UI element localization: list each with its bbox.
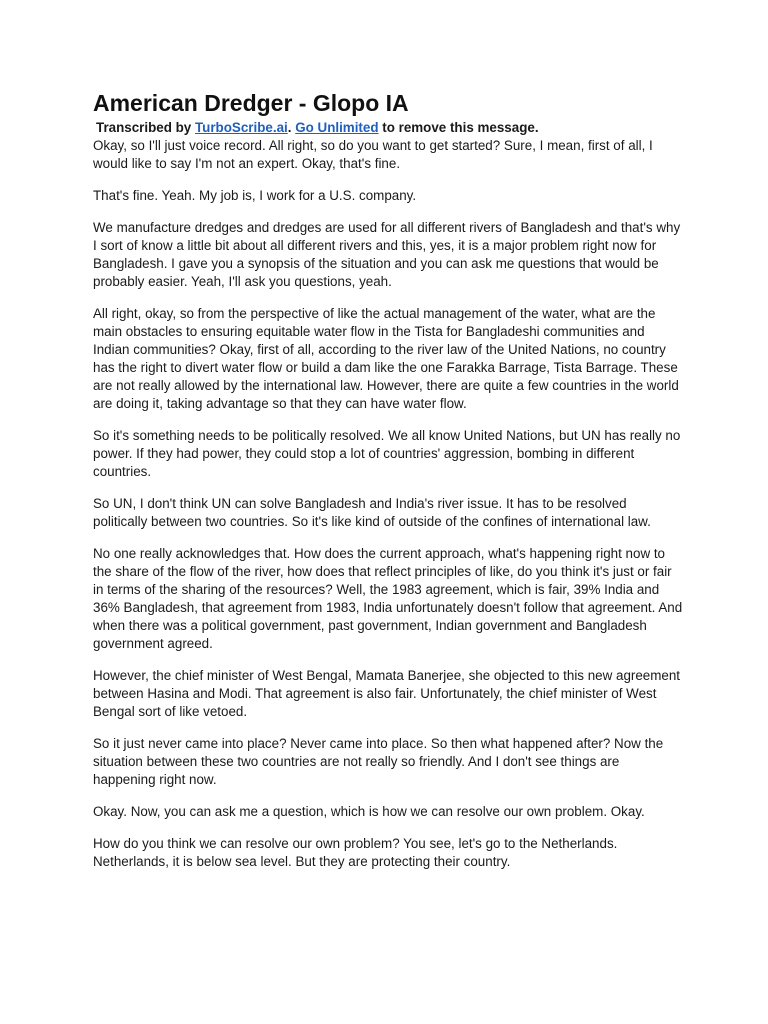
paragraph-2: That's fine. Yeah. My job is, I work for a U.S. company. [93, 188, 417, 203]
go-unlimited-link[interactable]: Go Unlimited [295, 120, 379, 135]
transcription-notice [96, 119, 683, 137]
notice-separator: . [287, 120, 296, 135]
paragraph-10: Okay. Now, you can ask me a question, which is how we can resolve our own problem. Okay. [93, 804, 645, 819]
paragraph-3: We manufacture dredges and dredges are used for all different rivers of Bangladesh and that's why I sort of know a little bit about all different rivers and this, yes, it is a major problem right now for Bangladesh. I gave you a synopsis of the situation and you can ask me questions that would be probably easier. Yeah, I'll ask you questions, yeah. [93, 220, 681, 289]
paragraph-8: However, the chief minister of West Bengal, Mamata Banerjee, she objected to this new agreement between Hasina and Modi. That agreement is also fair. Unfortunately, the chief minister of West Bengal sort of like vetoed. [93, 668, 681, 719]
paragraph-11: How do you think we can resolve our own problem? You see, let's go to the Netherlands. Netherlands, it is below sea level. But they are protecting their country. [93, 836, 618, 869]
paragraph-9: So it just never came into place? Never came into place. So then what happened after? Now the situation between these two countries are not really so friendly. And I don't see things are happening right now. [93, 736, 664, 787]
turboscribe-link[interactable]: TurboScribe.ai [194, 120, 288, 135]
paragraph-1: Okay, so I'll just voice record. All right, so do you want to get started? Sure, I mean, first of all, I would like to say I'm not an expert. Okay, that's fine. [93, 138, 653, 171]
paragraph-4: All right, okay, so from the perspective of like the actual management of the water, what are the main obstacles to ensuring equitable water flow in the Tista for Bangladeshi communities and Indian communities? Okay, first of all, according to the river law of the United Nations, no country has the right to divert water flow or build a dam like the one Farakka Barrage, Tista Barrage. These are not really allowed by the international law. However, there are quite a few countries in the world are doing it, taking advantage so that they can have water flow. [93, 306, 679, 411]
notice-prefix: Transcribed by [96, 120, 195, 135]
notice-suffix: to remove this message. [378, 120, 539, 135]
paragraph-6: So UN, I don't think UN can solve Bangladesh and India's river issue. It has to be resolved politically between two countries. So it's like kind of outside of the confines of international law. [93, 496, 651, 529]
transcript-body [93, 137, 683, 871]
document-page [93, 88, 683, 885]
paragraph-7: No one really acknowledges that. How does the current approach, what's happening right now to the share of the flow of the river, how does that reflect principles of like, do you think it's just or fair in terms of the sharing of the resources? Well, the 1983 agreement, which is fair, 39% India and 36% Bangladesh, that agreement from 1983, India unfortunately doesn't follow that agreement. And when there was a political government, past government, Indian government and Bangladesh government agreed. [93, 546, 683, 651]
document-title: American Dredger - Glopo IA [93, 90, 409, 116]
paragraph-5: So it's something needs to be politically resolved. We all know United Nations, but UN has really no power. If they had power, they could stop a lot of countries' aggression, bombing in different countries. [93, 428, 681, 479]
